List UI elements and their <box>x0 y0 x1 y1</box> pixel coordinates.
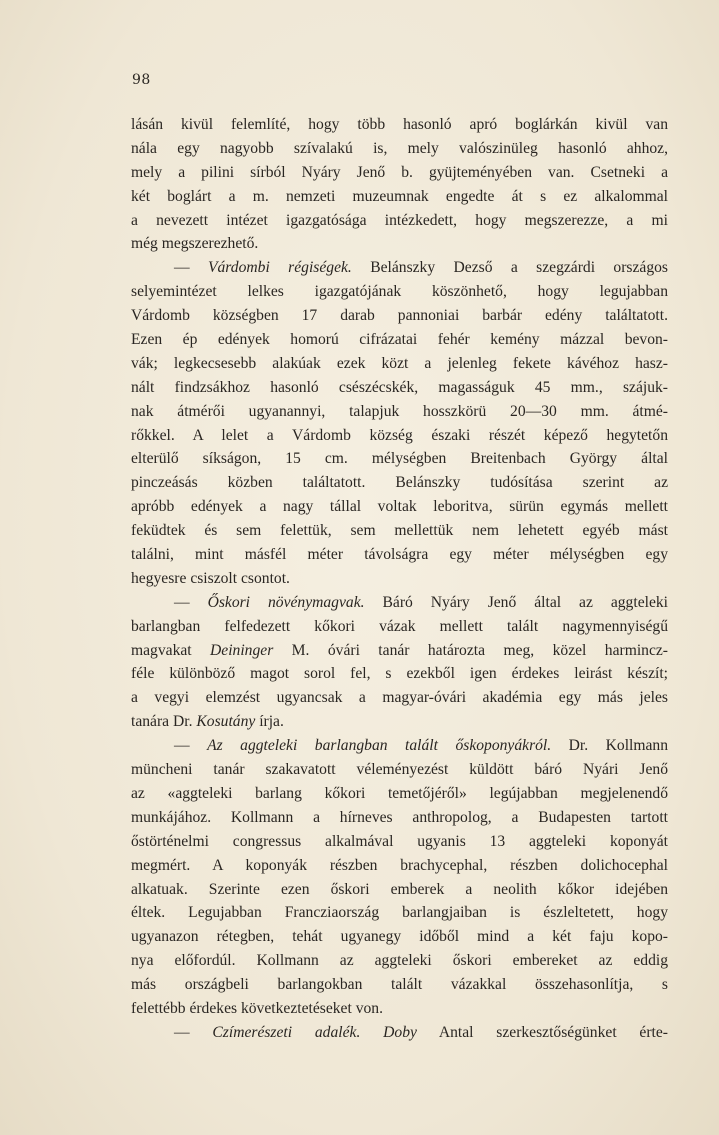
text-line <box>131 782 668 806</box>
text-segment: nak átmérői ugyanannyi, talapjuk hosszkörü 20—30 mm. átmé- <box>131 402 668 420</box>
body-text <box>131 113 668 1045</box>
text-segment: — <box>174 737 208 755</box>
text-line <box>131 495 668 519</box>
text-line <box>131 280 668 304</box>
italic-text: Őskori növénymagvak. <box>207 593 365 611</box>
text-segment: nála egy nagyobb szívalakú is, mely valószinüleg hasonló ahhoz, <box>131 139 668 157</box>
text-line <box>131 710 668 734</box>
text-segment: Belánszky Dezső a szegzárdi országos <box>351 259 668 277</box>
text-segment: felettébb érdekes következtetéseket von. <box>131 999 383 1017</box>
text-line <box>131 1021 668 1045</box>
text-line <box>131 973 668 997</box>
text-segment: lásán kivül felemlíté, hogy több hasonló apró boglárkán kivül van <box>131 116 668 133</box>
text-line <box>131 161 668 185</box>
italic-text: Doby <box>383 1023 417 1041</box>
text-segment: Báró Nyáry Jenő által az aggteleki <box>364 593 668 611</box>
text-line <box>131 901 668 925</box>
text-segment: müncheni tanár szakavatott véleményezést küldött báró Nyári Jenő <box>131 761 668 779</box>
text-segment: rőkkel. A lelet a Várdomb község északi részét képező hegytetőn <box>131 426 668 444</box>
page-number: 98 <box>132 72 151 88</box>
text-segment: elterülő síkságon, 15 cm. mélységben Breitenbach György által <box>131 450 668 468</box>
text-segment: pinczeásás közben találtatott. Belánszky tudósítása szerint az <box>131 474 668 492</box>
text-segment: éltek. Legujabban Francziaország barlangjaiban is észleltetett, hogy <box>131 904 668 922</box>
text-line <box>131 734 668 758</box>
text-segment: írja. <box>255 713 284 731</box>
text-line <box>131 758 668 782</box>
text-segment: két boglárt a m. nemzeti muzeumnak engedte át s ez alkalommal <box>131 187 668 205</box>
text-segment: az «aggteleki barlang kőkori temetőjéről» legújabban megjelenendő <box>131 784 668 802</box>
text-line <box>131 854 668 878</box>
text-segment: tanára Dr. <box>131 713 197 731</box>
text-segment: — <box>174 593 208 611</box>
text-line <box>131 543 668 567</box>
text-segment: még megszerezhető. <box>131 235 259 253</box>
text-segment: Ezen ép edények homorú cifrázatai fehér kemény mázzal bevon- <box>131 331 668 349</box>
text-line <box>131 639 668 663</box>
text-segment: más országbeli barlangokban talált vázakkal összehasonlítja, s <box>131 976 668 994</box>
text-line <box>131 471 668 495</box>
text-segment: Dr. Kollmann <box>551 737 668 755</box>
text-line <box>131 567 668 591</box>
text-segment: a nevezett intézet igazgatósága intézkedett, hogy megszerezze, a mi <box>131 211 668 229</box>
text-segment: M. óvári tanár határozta meg, közel harmincz- <box>273 641 668 659</box>
text-line <box>131 878 668 902</box>
text-segment: — <box>174 1023 213 1041</box>
text-segment: magvakat <box>131 641 211 659</box>
text-line <box>131 185 668 209</box>
text-line <box>131 591 668 615</box>
text-line <box>131 519 668 543</box>
text-segment: mely a pilini sírból Nyáry Jenő b. gyüjteményében van. Csetneki a <box>131 163 668 181</box>
text-segment: apróbb edények a nagy tállal voltak leboritva, sürün egymás mellett <box>131 498 668 516</box>
text-line <box>131 209 668 233</box>
text-segment <box>360 1024 383 1041</box>
text-segment: nált findzsákhoz hasonló csészécskék, magasságuk 45 mm., szájuk- <box>131 378 668 396</box>
text-line <box>131 447 668 471</box>
italic-text: Várdombi régiségek. <box>207 259 352 277</box>
text-line <box>131 400 668 424</box>
text-segment: találni, mint másfél méter távolságra egy méter mélységben egy <box>131 546 668 564</box>
text-line <box>131 925 668 949</box>
text-line <box>131 949 668 973</box>
text-segment: Antal szerkesztőségünket érte- <box>416 1023 668 1041</box>
text-segment: Várdomb községben 17 darab pannoniai barbár edény találtatott. <box>131 307 668 325</box>
text-segment: vák; legkecsesebb alakúak ezek közt a jelenleg fekete kávéhoz hasz- <box>131 354 668 372</box>
text-line <box>131 806 668 830</box>
text-line <box>131 256 668 280</box>
text-line <box>131 997 668 1021</box>
italic-text: Az aggteleki barlangban talált őskoponyákról. <box>207 737 552 755</box>
text-segment: feküdtek és sem felettük, sem mellettük nem lehetett egyéb mást <box>131 522 668 540</box>
text-segment: munkájához. Kollmann a hírneves anthropolog, a Budapesten tartott <box>131 808 668 826</box>
text-line <box>131 137 668 161</box>
text-line <box>131 424 668 448</box>
italic-text: Kosutány <box>196 713 256 731</box>
text-line <box>131 352 668 376</box>
text-segment: őstörténelmi congressus alkalmával ugyanis 13 aggteleki koponyát <box>131 832 668 850</box>
text-line <box>131 113 668 137</box>
text-line <box>131 830 668 854</box>
text-segment: alkatuak. Szerinte ezen őskori emberek a neolith kőkor idejében <box>131 880 668 898</box>
italic-text: Czímerészeti adalék. <box>212 1023 361 1041</box>
text-segment: ugyanazon rétegben, tehát ugyanegy időből mind a két faju kopo- <box>131 928 668 946</box>
text-segment: hegyesre csiszolt csontot. <box>131 569 290 587</box>
text-segment: nya előfordúl. Kollmann az aggteleki őskori embereket az eddig <box>131 952 668 970</box>
text-line <box>131 686 668 710</box>
text-line <box>131 615 668 639</box>
text-segment: megmért. A koponyák részben brachycephal, részben dolichocephal <box>131 856 668 874</box>
text-line <box>131 304 668 328</box>
text-line <box>131 232 668 256</box>
text-segment: féle különböző magot sorol fel, s ezekből igen érdekes leirást készít; <box>131 665 668 683</box>
text-segment: — <box>174 259 208 277</box>
text-line <box>131 662 668 686</box>
italic-text: Deininger <box>210 641 274 659</box>
text-segment: selyemintézet lelkes igazgatójának köszönhető, hogy legujabban <box>131 283 668 301</box>
text-segment: a vegyi elemzést ugyancsak a magyar-óvári akadémia egy más jeles <box>131 689 668 707</box>
text-segment: barlangban felfedezett kőkori vázak mellett talált nagymennyiségű <box>131 617 668 635</box>
text-line <box>131 376 668 400</box>
text-line <box>131 328 668 352</box>
